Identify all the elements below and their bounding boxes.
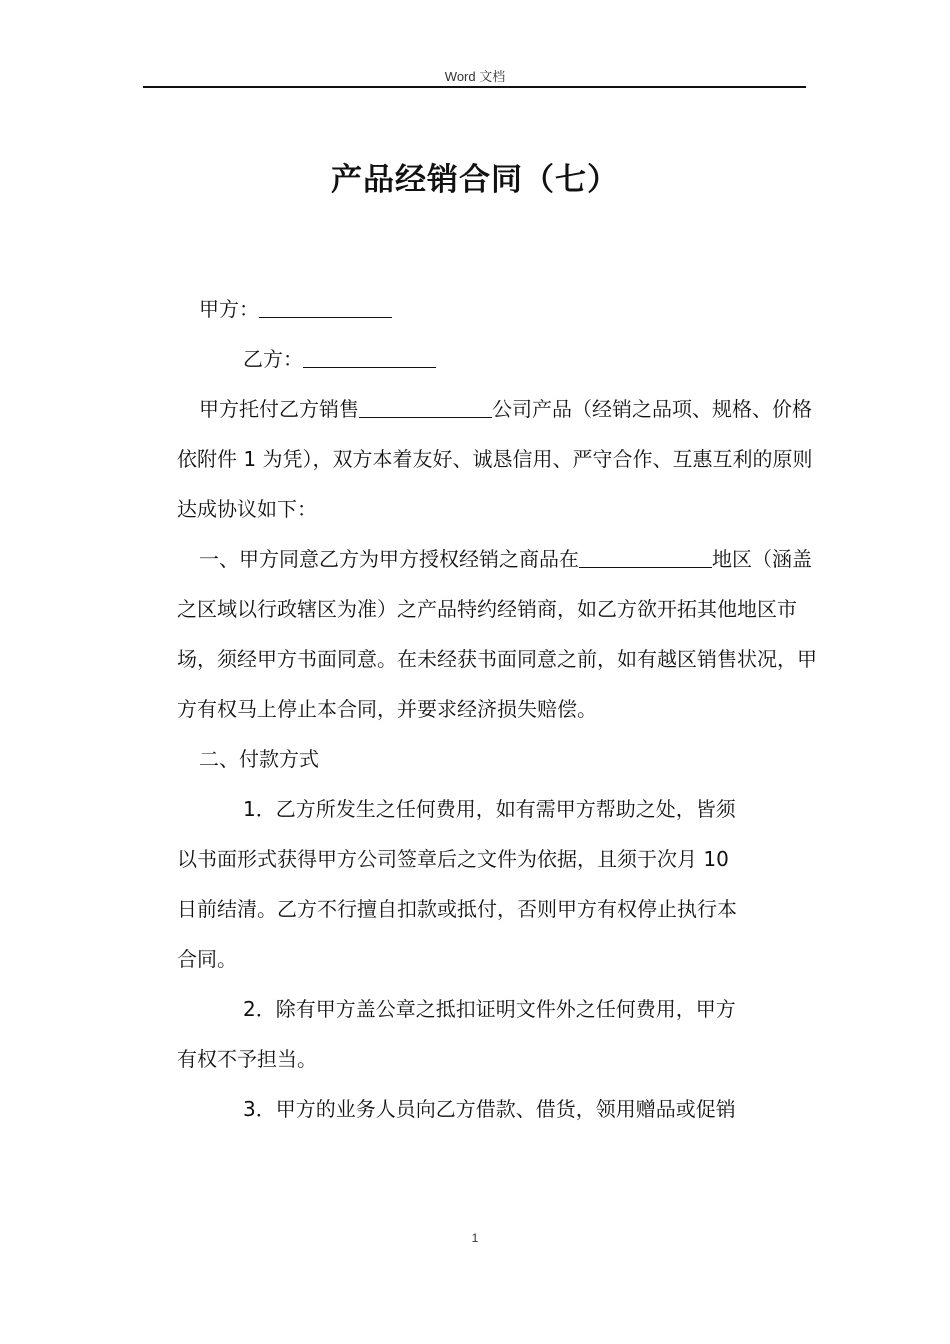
party-b-line bbox=[177, 334, 817, 384]
page-header-label: Word 文档 bbox=[444, 69, 506, 84]
item-3-line-1: 3．甲方的业务人员向乙方借款、借货，领用赠品或促销 bbox=[243, 1097, 736, 1121]
party-a-blank bbox=[259, 297, 392, 318]
section-2-heading: 二、付款方式 bbox=[199, 747, 319, 771]
clause-1-text-2: 地区（涵盖之区域以行政辖区为准）之产品特约经销商，如乙方欲开拓其他地区市场，须经甲方书面同意。在未经获书面同意之前，如有越区销售状况，甲方有权马上停止本合同，并要求经济损失赔偿。 bbox=[177, 547, 817, 721]
intro-paragraph bbox=[177, 384, 817, 534]
region-blank bbox=[579, 547, 712, 568]
item-1-line-3: 日前结清。乙方不行擅自扣款或抵付，否则甲方有权停止执行本 bbox=[177, 897, 737, 921]
item-2-line-1: 2．除有甲方盖公章之抵扣证明文件外之任何费用，甲方 bbox=[243, 997, 736, 1021]
item-1-line-4: 合同。 bbox=[177, 947, 237, 971]
intro-text-1: 甲方托付乙方销售 bbox=[199, 397, 359, 421]
party-a-label: 甲方： bbox=[199, 297, 259, 321]
page-number: 1 bbox=[471, 1231, 479, 1245]
party-b-blank bbox=[303, 347, 436, 368]
intro-text-2: 公司产品（经销之品项、规格、价格依附件 1 为凭），双方本着友好、诚恳信用、严守合作、互惠互利的原则达成协议如下： bbox=[177, 397, 813, 521]
item-2-line-2: 有权不予担当。 bbox=[177, 1047, 317, 1071]
document-title: 产品经销合同（七） bbox=[331, 162, 619, 198]
header-divider bbox=[143, 86, 806, 88]
clause-1-text-1: 一、甲方同意乙方为甲方授权经销之商品在 bbox=[199, 547, 579, 571]
item-1-line-1: 1．乙方所发生之任何费用，如有需甲方帮助之处，皆须 bbox=[243, 797, 736, 821]
item-1-line-2: 以书面形式获得甲方公司签章后之文件为依据，且须于次月 10 bbox=[177, 847, 729, 871]
party-a-line bbox=[177, 284, 817, 334]
party-b-label: 乙方： bbox=[243, 347, 303, 371]
document-body bbox=[177, 284, 817, 1134]
company-blank bbox=[359, 397, 492, 418]
clause-1-paragraph bbox=[177, 534, 817, 734]
